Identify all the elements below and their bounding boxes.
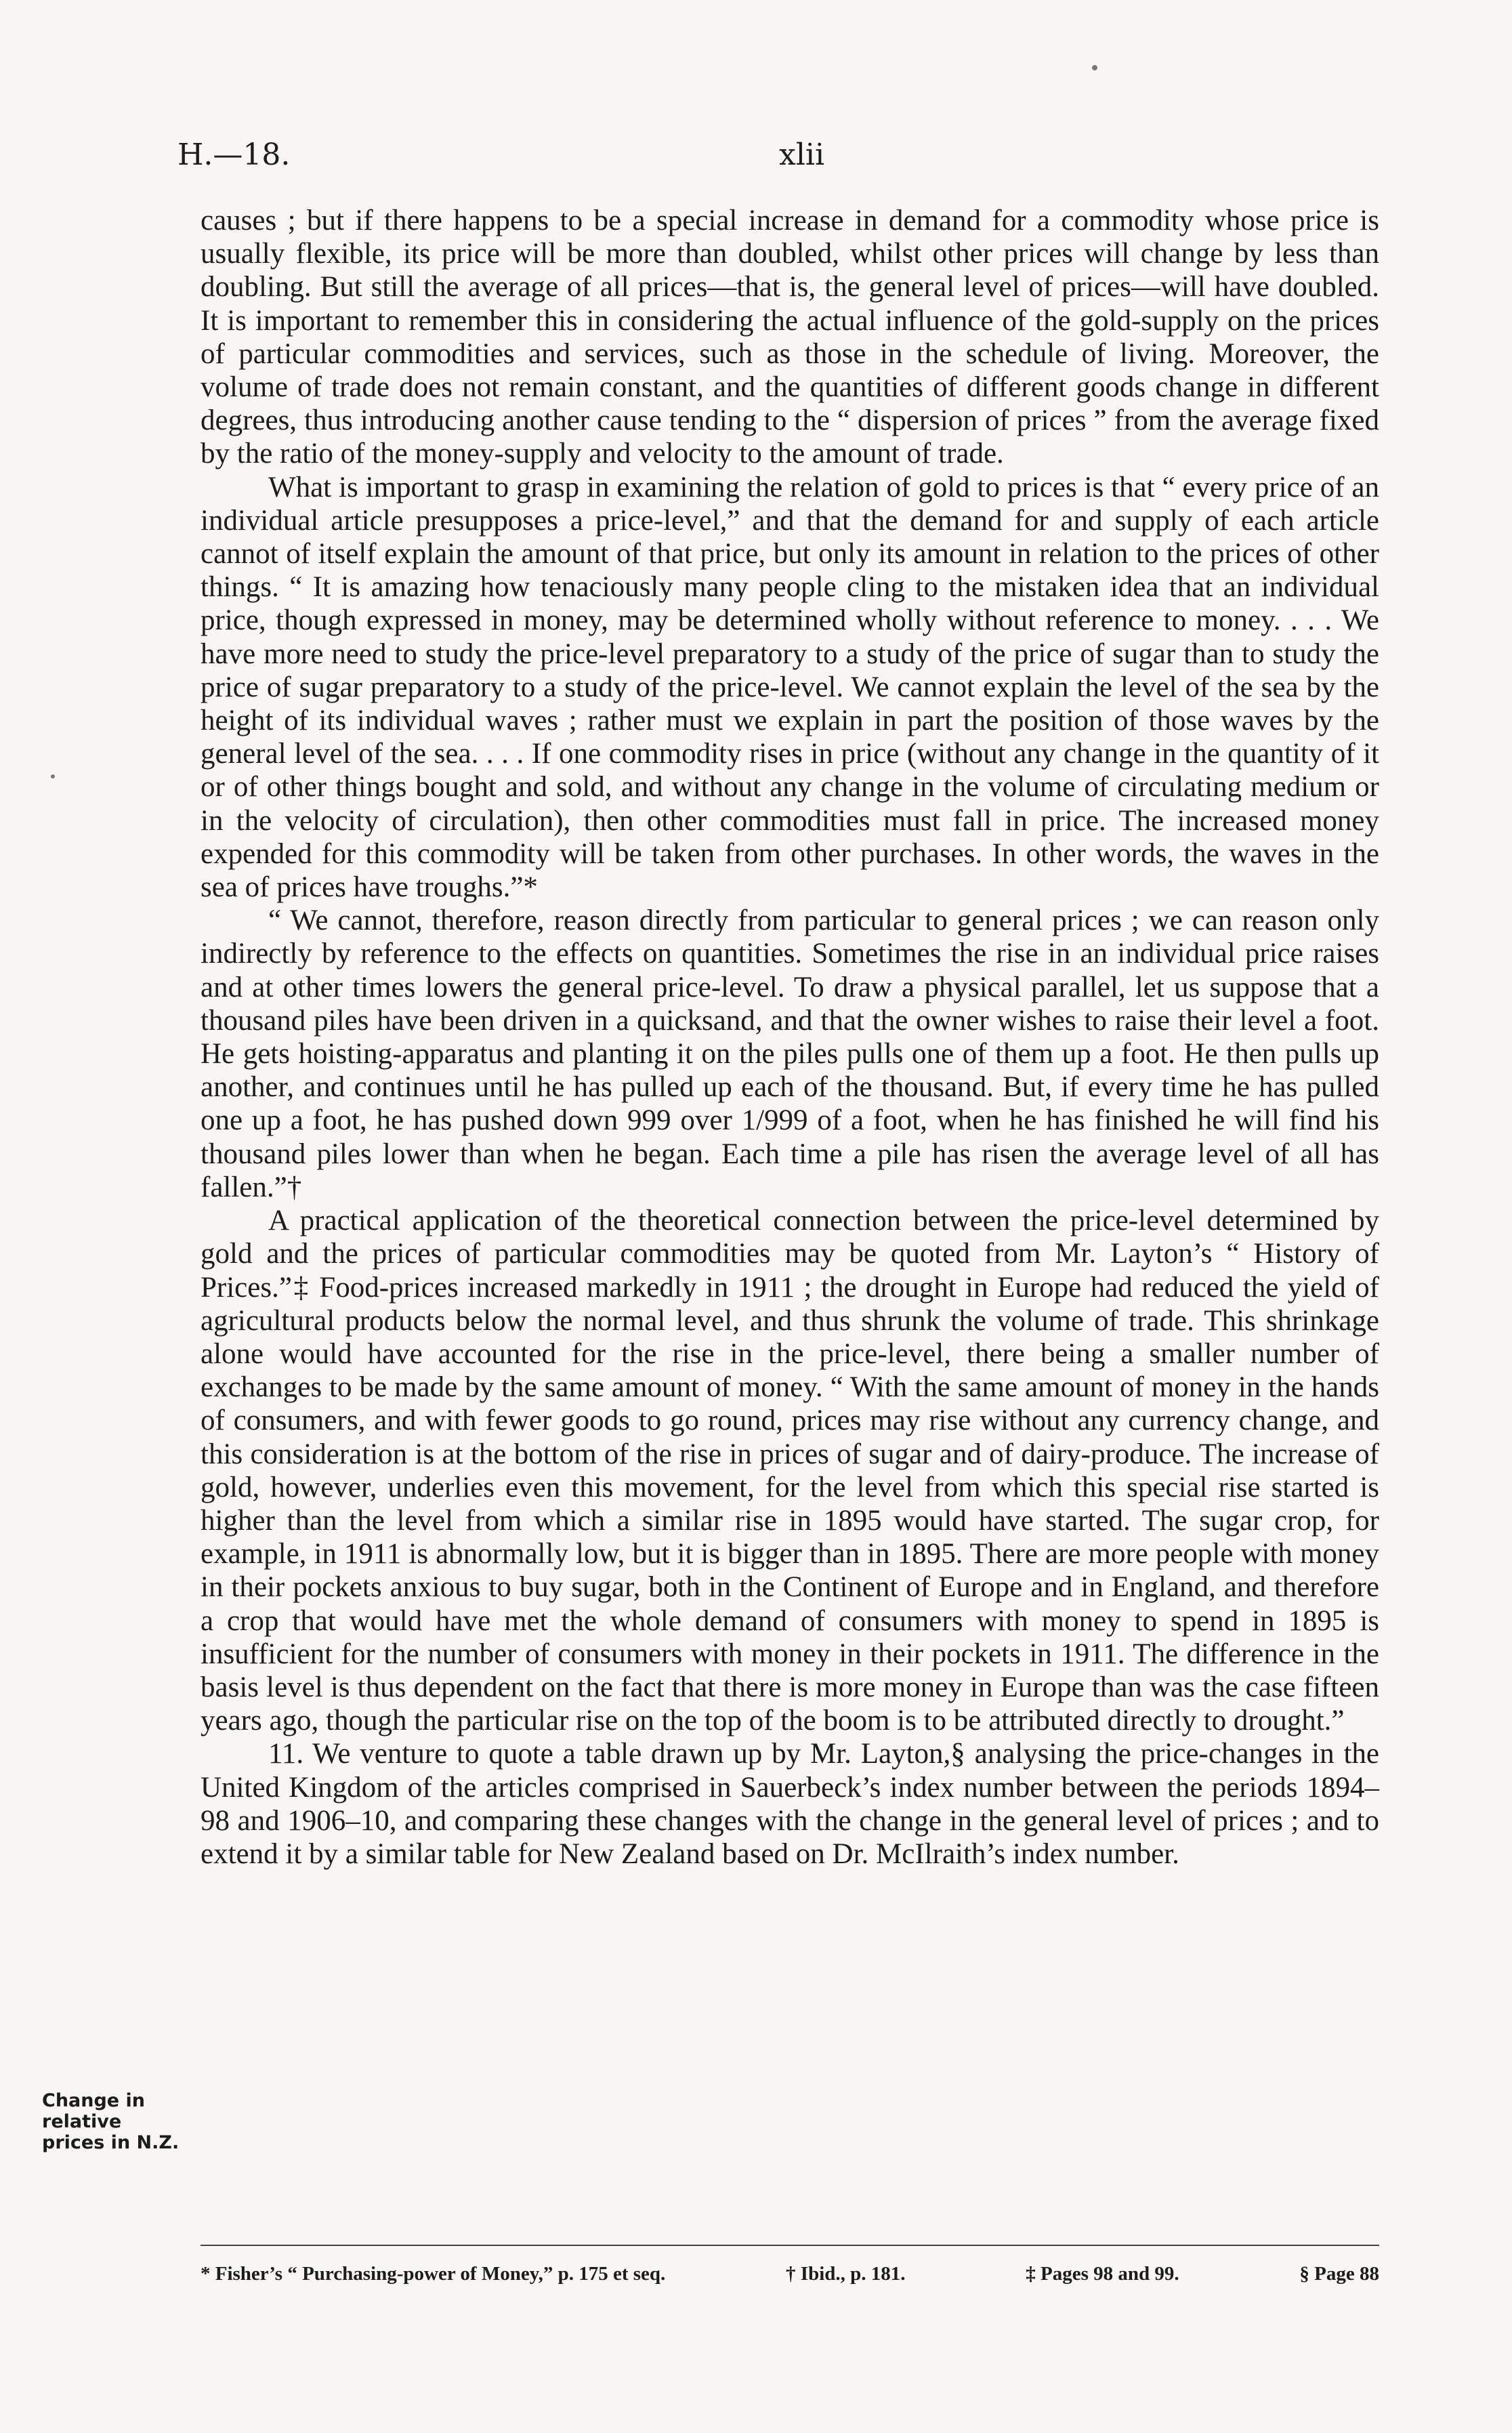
body-text bbox=[201, 204, 1379, 1871]
margin-note-line-3: prices in N.Z. bbox=[42, 2132, 180, 2153]
footnote-2: † Ibid., p. 181. bbox=[786, 2263, 906, 2285]
speck-mark bbox=[51, 774, 55, 778]
footnote-rule bbox=[201, 2245, 1379, 2246]
paragraph-4: A practical application of the theoretical connection between the price-level determined by gold and the prices of particular commodities may be quoted from Mr. Layton’s “ History of Prices.”‡ Food-prices increased markedly in 1911 ; the drought in Europe had reduced the yield of agricultural products below the normal level, and thus shrunk the volume of trade. This shrinkage alone would have accounted for the rise in the price-level, there being a smaller number of exchanges to be made by the same amount of money. “ With the same amount of money in the hands of consumers, and with fewer goods to go round, prices may rise without any currency change, and this consideration is at the bottom of the rise in prices of sugar and of dairy-produce. The increase of gold, however, underlies even this movement, for the level from which this special rise started is higher than the level from which a similar rise in 1895 would have started. The sugar crop, for example, in 1911 is abnormally low, but it is bigger than in 1895. There are more people with money in their pockets anxious to buy sugar, both in the Continent of Europe and in England, and therefore a crop that would have met the whole demand of consumers with money to spend in 1895 is insufficient for the number of consumers with money in their pockets in 1911. The difference in the basis level is thus dependent on the fact that there is more money in Europe than was the case fifteen years ago, though the particular rise on the top of the boom is to be attributed directly to drought.” bbox=[201, 1205, 1379, 1737]
paragraph-2: What is important to grasp in examining the relation of gold to prices is that “ every price of an individual article presupposes a price-level,” and that the demand for and supply of each article cannot of itself explain the amount of that price, but only its amount in relation to the prices of other things. “ It is amazing how tenaciously many people cling to the mistaken idea that an individual price, though expressed in money, may be determined wholly without reference to money. . . . We have more need to study the price-level preparatory to a study of the price of sugar than to study the price of sugar preparatory to a study of the price-level. We cannot explain the level of the sea by the height of its individual waves ; rather must we explain in part the position of those waves by the general level of the sea. . . . If one commodity rises in price (without any change in the quantity of it or of other things bought and sold, and without any change in the volume of circulating medium or in the velocity of circulation), then other commodities must fall in price. The increased money expended for this commodity will be taken from other purchases. In other words, the waves in the sea of prices have troughs.”* bbox=[201, 471, 1379, 904]
paragraph-1: causes ; but if there happens to be a special increase in demand for a commodity whose price is usually flexible, its price will be more than doubled, whilst other prices will change by less than doubling. But still the average of all prices—that is, the general level of prices—will have doubled. It is important to remember this in considering the actual influence of the gold-supply on the prices of particular commodities and services, such as those in the schedule of living. Moreover, the volume of trade does not remain constant, and the quantities of different goods change in different degrees, thus introducing another cause tending to the “ dispersion of prices ” from the average fixed by the ratio of the money-supply and velocity to the amount of trade. bbox=[201, 205, 1379, 470]
paragraph-5: 11. We venture to quote a table drawn up by Mr. Layton,§ analysing the price-changes in the United Kingdom of the articles comprised in Sauerbeck’s index number between the periods 1894–98 and 1906–10, and comparing these changes with the change in the general level of prices ; and to extend it by a similar table for New Zealand based on Dr. McIlraith’s index number. bbox=[201, 1738, 1379, 1870]
paragraph-3: “ We cannot, therefore, reason directly from particular to general prices ; we can reason only indirectly by reference to the effects on quantities. Sometimes the rise in an individual price raises and at other times lowers the general price-level. To draw a physical parallel, let us suppose that a thousand piles have been driven in a quicksand, and that the owner wishes to raise their level a foot. He gets hoisting-apparatus and planting it on the piles pulls one of them up a foot. He then pulls up another, and continues until he has pulled up each of the thousand. But, if every time he has pulled one up a foot, he has pushed down 999 over 1/999 of a foot, when he has finished he will find his thousand piles lower than when he began. Each time a pile has risen the average level of all has fallen.”† bbox=[201, 904, 1379, 1203]
speck-mark bbox=[1092, 65, 1097, 70]
margin-note bbox=[42, 2090, 191, 2153]
footnote-1: * Fisher’s “ Purchasing-power of Money,” p. 175 et seq. bbox=[201, 2263, 666, 2285]
footnotes bbox=[201, 2263, 1379, 2285]
margin-note-line-1: Change in bbox=[42, 2090, 145, 2111]
page-reference: H.—18. bbox=[177, 138, 291, 172]
footnote-4: § Page 88 bbox=[1299, 2263, 1379, 2285]
page-number: xlii bbox=[779, 138, 825, 172]
footnote-3: ‡ Pages 98 and 99. bbox=[1026, 2263, 1179, 2285]
margin-note-line-2: relative bbox=[42, 2111, 122, 2132]
